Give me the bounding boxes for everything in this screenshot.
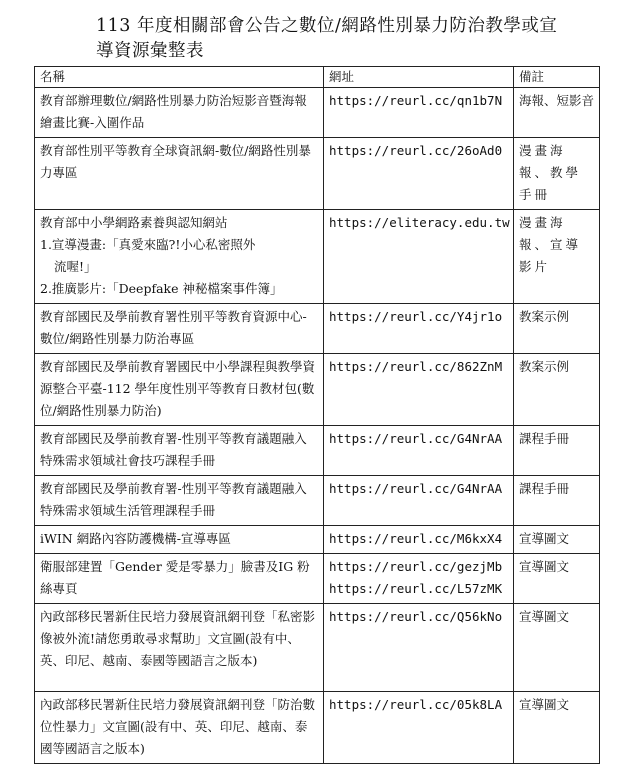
resource-url-cell	[324, 426, 514, 476]
table-row	[35, 88, 600, 138]
resource-name: 教育部辦理數位/網路性別暴力防治短影音暨海報繪畫比賽-入圍作品	[35, 88, 324, 138]
table-row	[35, 692, 600, 764]
resource-table	[34, 66, 600, 764]
resource-name: 衛服部建置「Gender 愛是零暴力」臉書及IG 粉絲專頁	[35, 554, 324, 604]
column-header-note: 備註	[514, 67, 600, 88]
resource-url-cell	[324, 692, 514, 764]
resource-name: 教育部中小學網路素養與認知網站	[40, 215, 228, 230]
resource-note: 宣導圖文	[514, 554, 600, 604]
document-title: 113 年度相關部會公告之數位/網路性別暴力防治教學或宣導資源彙整表	[96, 16, 558, 61]
resource-name: 教育部國民及學前教育署國民中小學課程與教學資源整合平臺-112 學年度性別平等教育日教材包(數位/網路性別暴力防治)	[35, 354, 324, 426]
resource-url[interactable]: https://reurl.cc/Y4jr1o	[329, 309, 503, 324]
resource-note: 宣導圖文	[514, 604, 600, 692]
table-row	[35, 526, 600, 554]
column-header-name: 名稱	[35, 67, 324, 88]
table-header-row	[35, 67, 600, 88]
resource-url-cell	[324, 210, 514, 304]
table-row	[35, 426, 600, 476]
resource-url-cell	[324, 304, 514, 354]
resource-name: 內政部移民署新住民培力發展資訊網刊登「私密影像被外流!請您勇敢尋求幫助」文宣圖(設有中、英、印尼、越南、泰國等國語言之版本)	[35, 604, 324, 692]
resource-note: 課程手冊	[514, 426, 600, 476]
resource-url[interactable]: https://reurl.cc/L57zMK	[329, 581, 503, 596]
resource-name: 教育部國民及學前教育署-性別平等教育議題融入特殊需求領域社會技巧課程手冊	[35, 426, 324, 476]
resource-url[interactable]: https://reurl.cc/qn1b7N	[329, 93, 503, 108]
sub-item-text: 1.宣導漫畫:「真愛來臨?!小心私密照外	[40, 237, 256, 252]
resource-url[interactable]: https://reurl.cc/gezjMb	[329, 559, 503, 574]
resource-name: 教育部國民及學前教育署性別平等教育資源中心-數位/網路性別暴力防治專區	[35, 304, 324, 354]
resource-url[interactable]: https://reurl.cc/G4NrAA	[329, 481, 503, 496]
resource-note: 海報、短影音	[514, 88, 600, 138]
resource-note: 教案示例	[514, 304, 600, 354]
sub-item-text: 2.推廣影片:「Deepfake 神秘檔案事件簿」	[40, 281, 283, 296]
resource-note: 課程手冊	[514, 476, 600, 526]
resource-url[interactable]: https://reurl.cc/862ZnM	[329, 359, 503, 374]
resource-note: 教案示例	[514, 354, 600, 426]
table-row	[35, 604, 600, 692]
resource-url-cell	[324, 138, 514, 210]
resource-note: 漫畫海報、教學手冊	[514, 138, 600, 210]
resource-url-cell	[324, 554, 514, 604]
resource-url-cell	[324, 604, 514, 692]
resource-note: 宣導圖文	[514, 526, 600, 554]
column-header-url: 網址	[324, 67, 514, 88]
resource-note: 宣導圖文	[514, 692, 600, 764]
table-row	[35, 138, 600, 210]
sub-item-continuation: 流喔!」	[54, 259, 97, 274]
resource-url[interactable]: https://reurl.cc/26oAd0	[329, 143, 503, 158]
table-row	[35, 476, 600, 526]
resource-url[interactable]: https://reurl.cc/G4NrAA	[329, 431, 503, 446]
table-row	[35, 354, 600, 426]
resource-sub-item	[40, 278, 318, 300]
resource-sub-item	[40, 234, 318, 278]
resource-url[interactable]: https://eliteracy.edu.tw	[329, 215, 510, 230]
resource-url-cell	[324, 526, 514, 554]
resource-url[interactable]: https://reurl.cc/M6kxX4	[329, 531, 503, 546]
resource-note: 漫畫海報、宣導影片	[514, 210, 600, 304]
resource-name: iWIN 網路內容防護機構-宣導專區	[35, 526, 324, 554]
resource-name: 內政部移民署新住民培力發展資訊網刊登「防治數位性暴力」文宣圖(設有中、英、印尼、越南、泰國等國語言之版本)	[35, 692, 324, 764]
resource-url[interactable]: https://reurl.cc/05k8LA	[329, 697, 503, 712]
resource-name-cell	[35, 210, 324, 304]
table-row	[35, 554, 600, 604]
table-row	[35, 304, 600, 354]
resource-name: 教育部國民及學前教育署-性別平等教育議題融入特殊需求領域生活管理課程手冊	[35, 476, 324, 526]
resource-url-cell	[324, 88, 514, 138]
resource-url-cell	[324, 476, 514, 526]
table-row	[35, 210, 600, 304]
resource-url[interactable]: https://reurl.cc/Q56kNo	[329, 609, 503, 624]
resource-name: 教育部性別平等教育全球資訊網-數位/網路性別暴力專區	[35, 138, 324, 210]
resource-url-cell	[324, 354, 514, 426]
